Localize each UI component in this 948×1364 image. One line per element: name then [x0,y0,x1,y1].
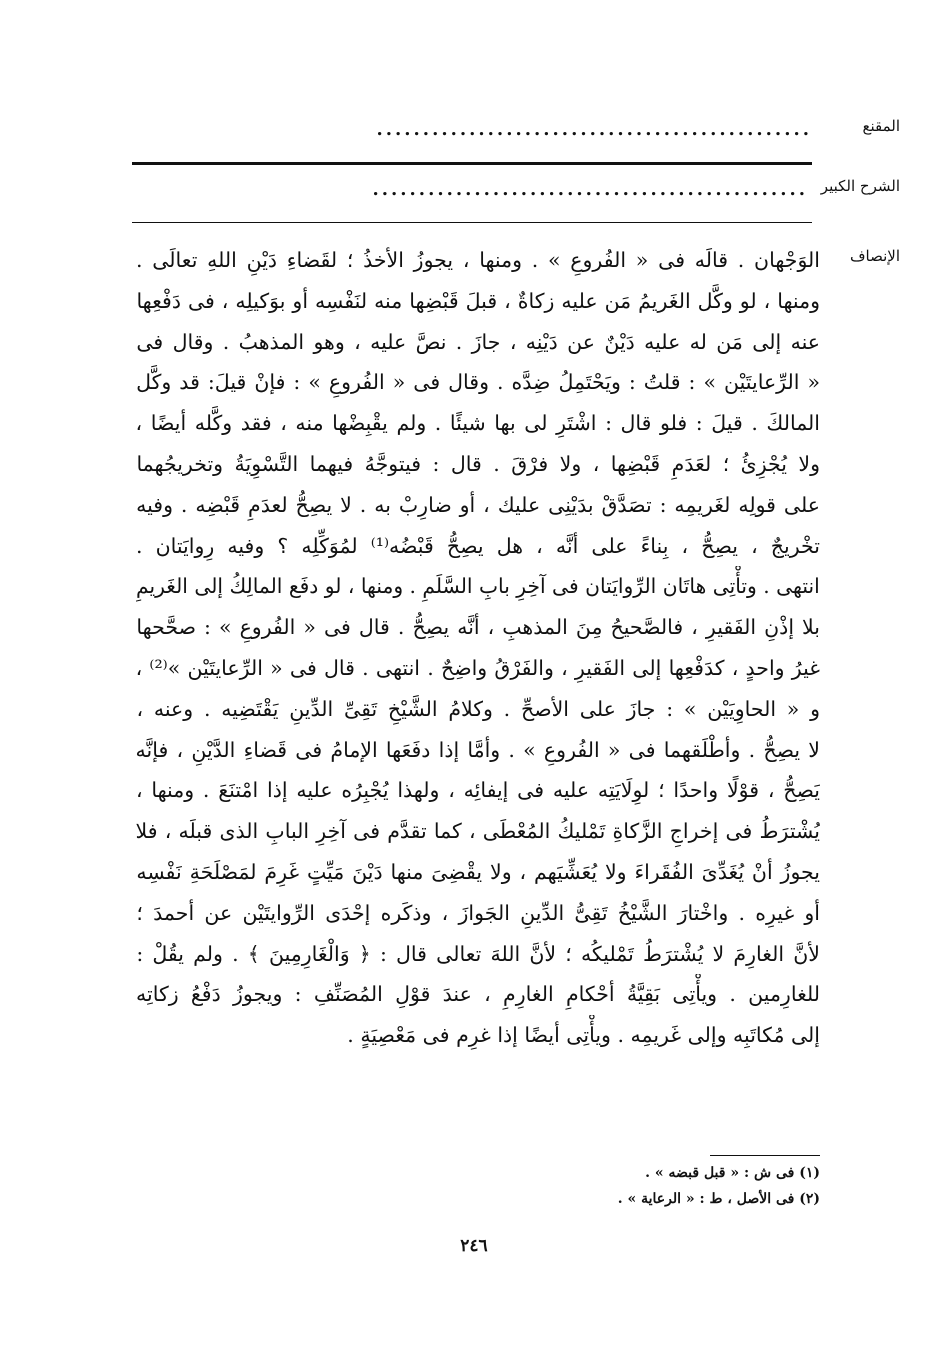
footnote-1: (١) فى ش : « قبل قبضه » . [645,1165,820,1181]
body-line: يجوزُ أنْ يُغَدِّىَ الفُقَراءَ ولا يُعَشِّيَهم ، ولا يقْضِىَ منها دَيْنَ مَيِّتٍ غَرِمَ لمَصْلَحَةِ نَفْسِه [136,859,820,884]
body-line: « الرِّعايتَيْن » : قلتُ : ويَحْتَمِلُ ضِدَّه . وقال فى « الفُروعِ » : فإنْ قيلَ: قد وكَّل [136,370,820,395]
body-line: إلى مُكاتَبِه وإلى غَريمِه . ويأْتِى أيضًا إذا غرِم فى مَعْصِيَةٍ . [347,1023,820,1048]
body-line: بلا إذْنِ الفَقيرِ ، فالصَّحيحُ مِنَ المذهبِ ، أنَّه يصِحُّ . قال فى « الفُروعِ » : صحَّحها [136,615,820,640]
section-divider-thick [132,162,812,165]
body-line: غيرُ واحدٍ ، كدَفْعِها إلى الفَقيرِ ، والفَرْقُ واضِحٌ . انتهى . قال فى « الرِّعايتَيْن »⁽²⁾ ، [136,655,820,680]
page-number: ٢٤٦ [460,1236,488,1256]
body-line: المالكَ . قيلَ : فلو قال : اشْتَرِ لى بها شيئًا . ولم يقْبِضْها منه ، فقد وكَّله أيضًا ، [136,411,820,436]
body-line: ومنها ، لو وكَّل الغَريمُ مَن عليه زكاةٌ ، قبلَ قَبْضِها منه لنَفْسِه أو بوَكيلِه ، فى دَفْعِها [136,288,820,313]
muqni-section-label: المقنع [862,117,900,135]
footnote-separator [710,1155,820,1156]
body-line: على قولِه لغَريمِه : تصَدَّقْ بدَيْنِى عليك ، أو ضارِبْ به . لا يصِحُّ لعدَمِ قَبْضِه . وفيه [136,492,820,517]
body-line: لا يصِحُّ . وأطْلَقهما فى « الفُروعِ » . وأمَّا إذا دفَعَها الإمامُ فى قَضاءِ الدَّيْنِ ، فإنَّه [136,737,820,762]
body-line: و « الحاوِيَيْن » : جازَ على الأصحِّ . وكلامُ الشَّيْخِ تَقِىِّ الدِّينِ يَقْتَضِيه . وعنه ، [136,696,820,721]
footnotes [300,1160,820,1212]
body-line: أو غيرِه . واخْتارَ الشَّيْخُ تَقِىُّ الدِّينِ الجَوازَ ، وذكَره إحْدَى الرِّوايتَيْن عن أحمدَ ؛ [136,900,820,925]
body-line: الوَجْهان . قالَه فى « الفُروعِ » . ومنها ، يجوزُ الأخذُ ؛ لقَضاءِ دَيْنِ اللهِ تعالَى . [136,248,820,272]
insaf-section-label: الإنصاف [849,247,900,265]
body-line: تخْريجٌ ، يصِحُّ ، بِناءً على أنَّه ، هل يصِحُّ قَبْضُه⁽¹⁾ لمُوَكِّلِه ؟ وفيه رِوايَتان . [136,533,820,558]
sharh-dotted-placeholder: ............................................... [372,180,808,200]
body-line: عنه إلى مَن له عليه دَيْنٌ عن دَيْنِه ، جازَ . نصَّ عليه ، وهو المذهبُ . وقال فى [136,329,820,354]
body-line: للغارِمين . ويأْتِى بَقِيَّةُ أحْكامِ الغارِمِ ، عندَ قوْلِ المُصَنِّفِ : ويجوزُ دَفْعُ زكاتِه [136,982,820,1007]
body-line: يَصِحُّ ، قوْلًا واحدًا ؛ لوِلَايَتِه عليه فى إيفائِه ، ولهذا يُجْبِرُه عليه إذا امْتنَعَ . ومنها ، [136,778,820,803]
body-line: انتهى . وتأْتِى هاتَان الرِّوايَتان فى آخِرِ بابِ السَّلَمِ . ومنها ، لو دفَع المالِكُ إلى الغَريمِ [136,574,820,599]
sharh-section-label: الشرح الكبير [820,177,900,195]
muqni-dotted-placeholder: ............................................... [376,120,812,140]
footnote-2: (٢) فى الأصل ، ط : « الرعاية » . [617,1191,820,1207]
body-line: لأنَّ الغارِمَ لا يُشْترَطُ تَمْليكُه ؛ لأنَّ اللهَ تعالى قال : ﴿ وَالْغَارِمِينَ ﴾ . ولم يقُلْ : [136,941,820,966]
insaf-body-text [136,240,820,1056]
section-divider-thin [132,222,812,223]
body-line: يُشْترَطُ فى إخراجِ الزَّكاةِ تَمْليكُ المُعْطَى ، كما تقدَّم فى آخِرِ البابِ الذى قبلَه ، فلا [136,819,820,844]
body-line: ولا يُجْزِئُ ؛ لعَدَمِ قَبْضِها ، ولا فرْقَ . قال : فيتوجَّهُ فيهما التَّسْوِيَةُ وتخريجُهما [136,451,820,476]
